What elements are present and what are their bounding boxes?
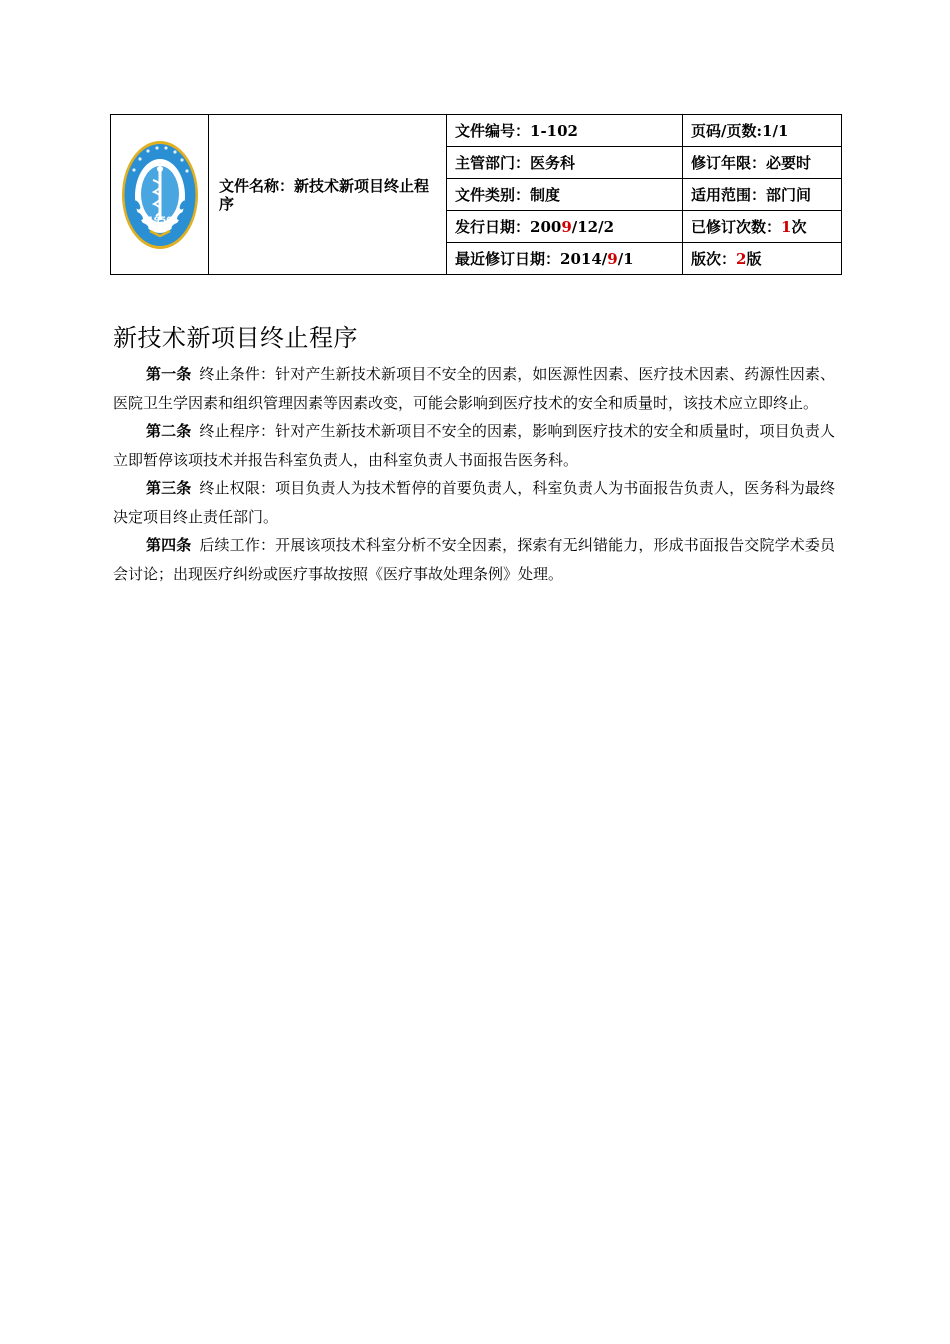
header-row-1 [111,115,842,147]
category-value: 制度 [530,186,561,204]
version-cell: 版次：2版 [683,243,842,275]
svg-text:1950: 1950 [146,215,173,226]
page-count-value: 1/1 [762,122,789,140]
file-name-label: 文件名称： [219,176,295,195]
file-no-value: 1-102 [530,122,578,140]
revision-period-cell: 修订年限：必要时 [683,147,842,179]
article-text: 终止程序：针对产生新技术新项目不安全的因素，影响到医疗技术的安全和质量时，项目负责人立即暂停该项技术并报告科室负责人，由科室负责人书面报告医务科。 [113,422,835,469]
document-title: 新技术新项目终止程序 [113,324,358,352]
document-body [113,360,835,588]
department-value: 医务科 [530,154,576,172]
page-count-cell: 页码/页数:1/1 [683,115,842,147]
article-text: 终止条件：针对产生新技术新项目不安全的因素，如医源性因素、医疗技术因素、药源性因素、医院卫生学因素和组织管理因素等因素改变，可能会影响到医疗技术的安全和质量时，该技术应立即终止。 [113,365,835,412]
hospital-logo-icon [120,130,200,260]
article-label: 第三条 [146,479,192,497]
file-name-cell [209,115,447,275]
article-text: 终止权限：项目负责人为技术暂停的首要负责人，科室负责人为书面报告负责人，医务科为最终决定项目终止责任部门。 [113,479,835,526]
document-header-table [110,114,842,275]
logo-cell [111,115,209,275]
article-3 [113,474,835,531]
file-name-value: 新技术新项目终止程序 [219,176,430,213]
article-label: 第二条 [146,422,192,440]
issue-date-cell: 发行日期：2009/12/2 [447,211,683,243]
article-text: 后续工作：开展该项技术科室分析不安全因素，探索有无纠错能力，形成书面报告交院学术委员会讨论；出现医疗纠纷或医疗事故按照《医疗事故处理条例》处理。 [113,536,835,583]
file-no-cell: 文件编号：1-102 [447,115,683,147]
department-cell: 主管部门：医务科 [447,147,683,179]
category-cell: 文件类别：制度 [447,179,683,211]
scope-cell: 适用范围：部门间 [683,179,842,211]
scope-value: 部门间 [766,186,812,204]
revision-period-value: 必要时 [766,154,812,172]
version-value: 2 [736,250,747,268]
article-label: 第一条 [146,365,192,383]
article-2 [113,417,835,474]
article-1 [113,360,835,417]
revision-count-cell: 已修订次数：1次 [683,211,842,243]
last-revision-cell: 最近修订日期：2014/9/1 [447,243,683,275]
article-label: 第四条 [146,536,192,554]
revision-count-value: 1 [781,218,792,236]
article-4 [113,531,835,588]
